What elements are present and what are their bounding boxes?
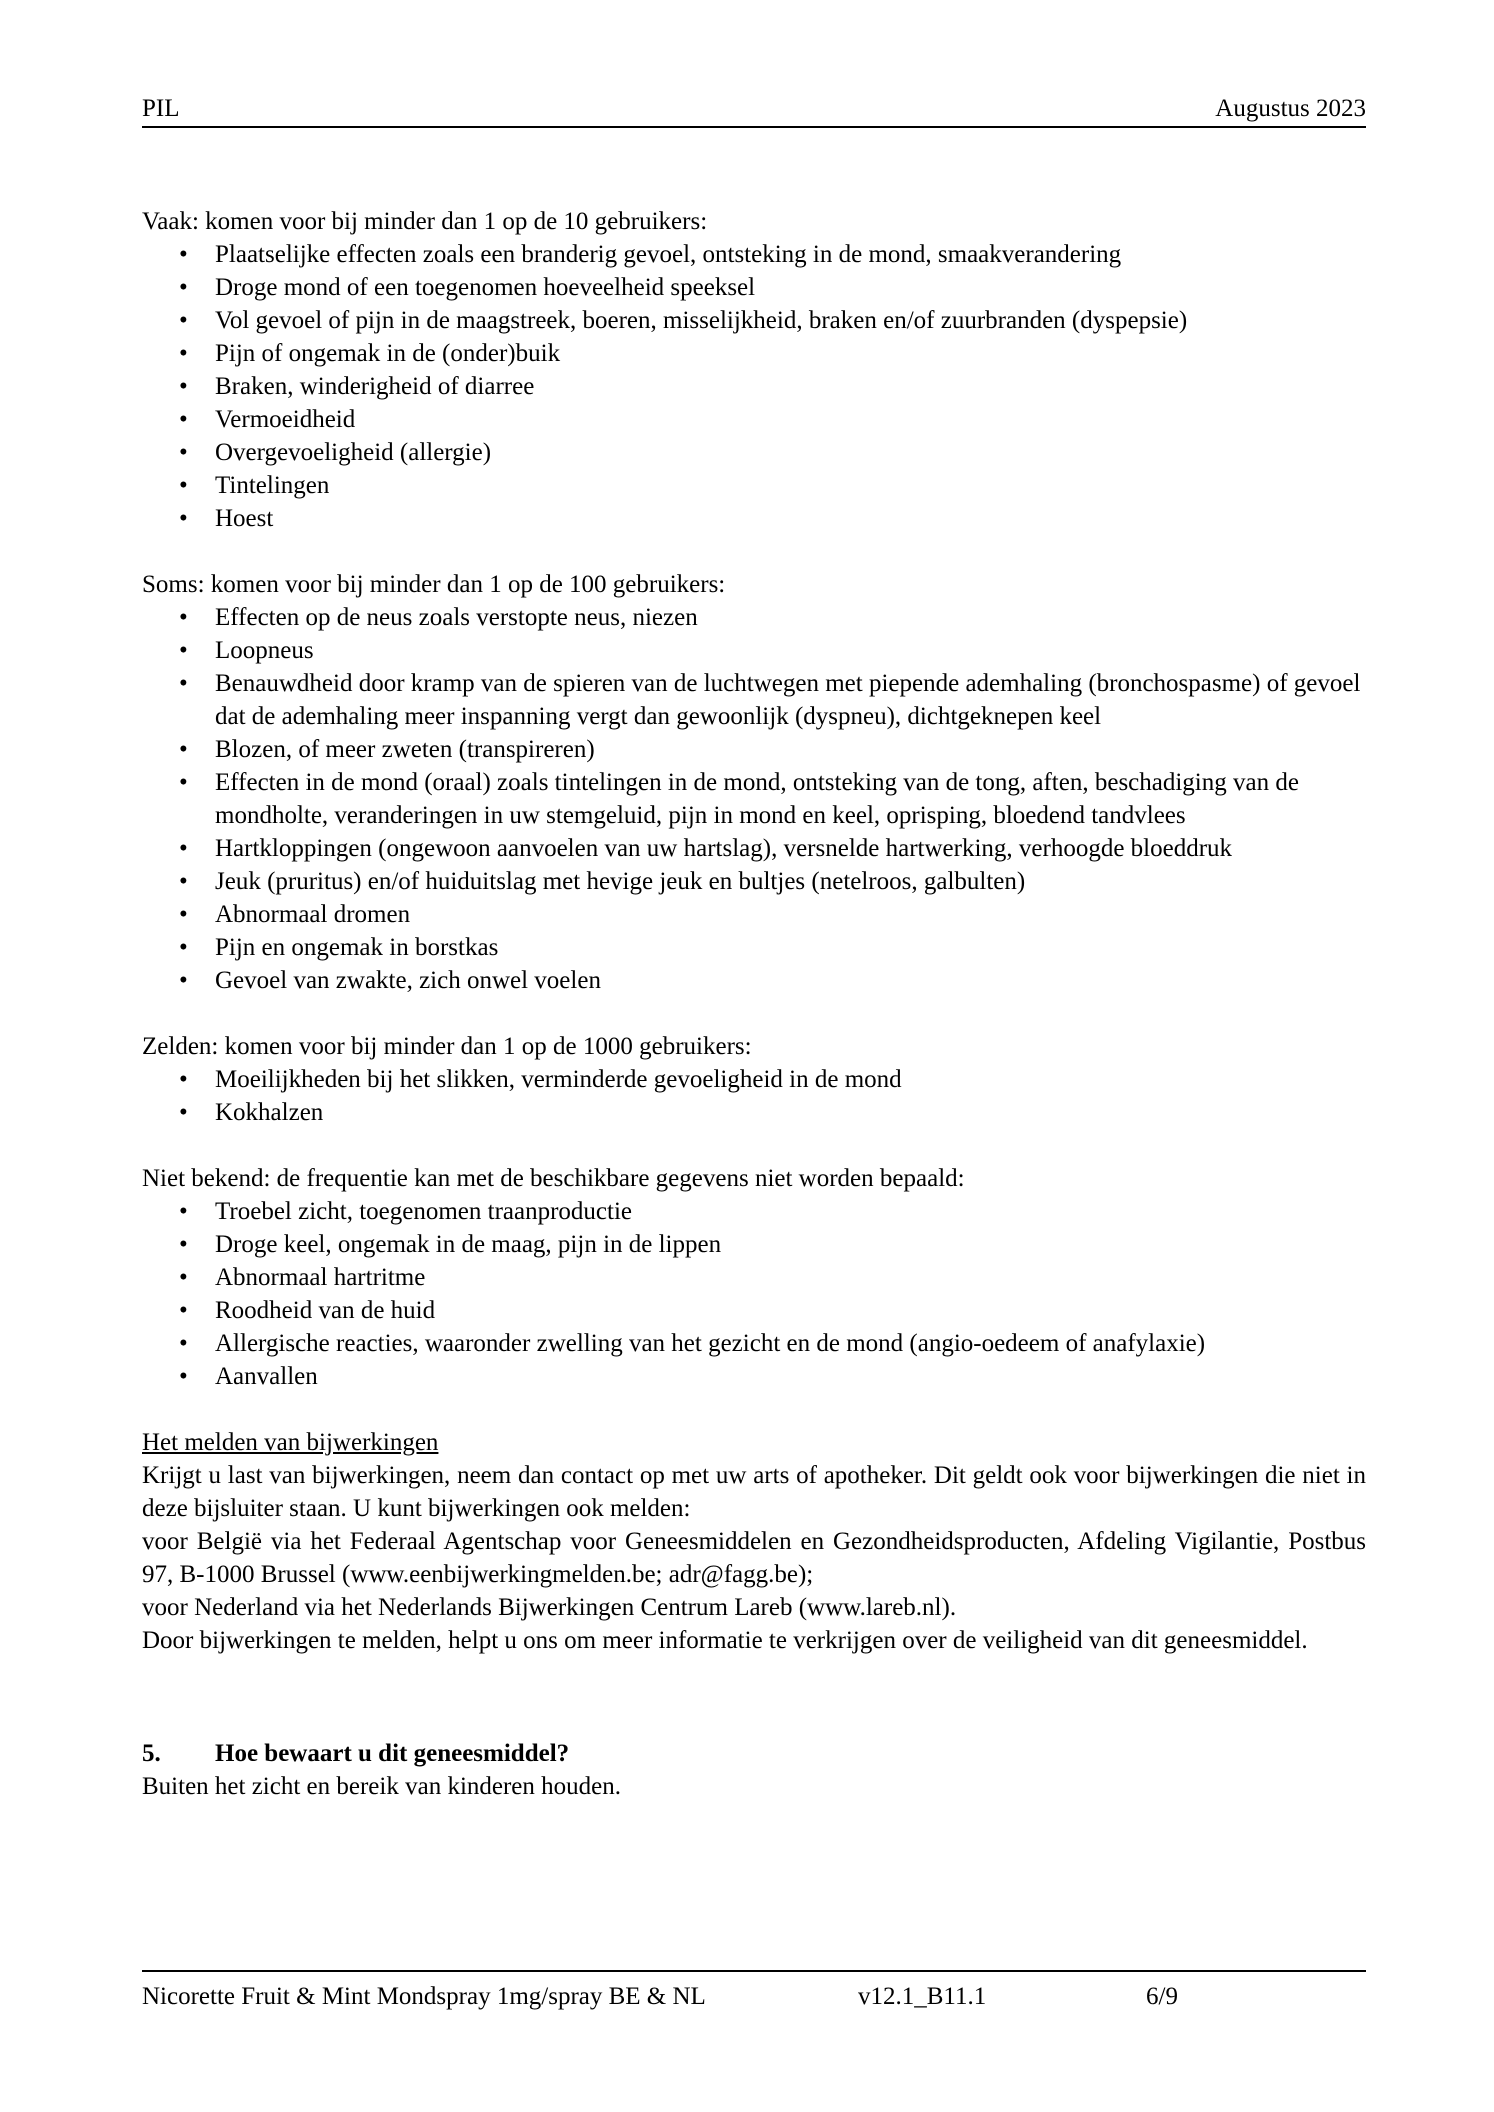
list-item-text: Braken, winderigheid of diarree — [215, 373, 535, 400]
list-item — [142, 1228, 1366, 1261]
side-effect-sections — [142, 205, 1366, 1393]
bullet-icon: • — [179, 637, 188, 664]
footer-product: Nicorette Fruit & Mint Mondspray 1mg/spray BE & NL — [142, 1983, 706, 2010]
list-item — [142, 1360, 1366, 1393]
footer-page-number: 6/9 — [1146, 1983, 1178, 2010]
bullet-icon: • — [179, 439, 188, 466]
side-effect-list — [142, 1195, 1366, 1393]
bullet-icon: • — [179, 1297, 188, 1324]
section-5-text: Buiten het zicht en bereik van kinderen houden. — [142, 1773, 622, 1800]
bullet-icon: • — [179, 769, 188, 796]
list-item — [142, 304, 1366, 337]
bullet-icon: • — [179, 901, 188, 928]
page-content — [142, 205, 1366, 1803]
list-item — [142, 502, 1366, 535]
list-item — [142, 766, 1366, 832]
list-item — [142, 1327, 1366, 1360]
header-date: Augustus 2023 — [1215, 95, 1366, 122]
bullet-icon: • — [179, 274, 188, 301]
reporting-block — [142, 1426, 1366, 1657]
list-item — [142, 403, 1366, 436]
list-item — [142, 271, 1366, 304]
bullet-icon: • — [179, 934, 188, 961]
list-item-text: Tintelingen — [215, 472, 330, 499]
list-item-text: Pijn of ongemak in de (onder)buik — [215, 340, 561, 367]
bullet-icon: • — [179, 472, 188, 499]
list-item — [142, 832, 1366, 865]
list-item — [142, 1195, 1366, 1228]
list-item-text: Gevoel van zwakte, zich onwel voelen — [215, 967, 601, 994]
list-item-text: Aanvallen — [215, 1363, 318, 1390]
list-item-text: Loopneus — [215, 637, 314, 664]
list-item-text: Plaatselijke effecten zoals een branderig gevoel, ontsteking in de mond, smaakverandering — [215, 241, 1122, 268]
frequency-intro: Vaak: komen voor bij minder dan 1 op de 10 gebruikers: — [142, 208, 708, 235]
list-item-text: Hartkloppingen (ongewoon aanvoelen van uw hartslag), versnelde hartwerking, verhoogde bloeddruk — [215, 835, 1233, 862]
page-header — [142, 92, 1366, 128]
list-item-text: Abnormaal dromen — [215, 901, 411, 928]
list-item-text: Hoest — [215, 505, 274, 532]
side-effect-list — [142, 1063, 1366, 1129]
list-item — [142, 337, 1366, 370]
frequency-intro: Soms: komen voor bij minder dan 1 op de 100 gebruikers: — [142, 571, 726, 598]
section-5-number: 5. — [142, 1740, 161, 1767]
list-item — [142, 1261, 1366, 1294]
list-item — [142, 1096, 1366, 1129]
bullet-icon: • — [179, 967, 188, 994]
list-item-text: Blozen, of meer zweten (transpireren) — [215, 736, 595, 763]
list-item-text: Moeilijkheden bij het slikken, verminderde gevoeligheid in de mond — [215, 1066, 902, 1093]
list-item — [142, 898, 1366, 931]
list-item — [142, 865, 1366, 898]
list-item-text: Pijn en ongemak in borstkas — [215, 934, 499, 961]
bullet-icon: • — [179, 241, 188, 268]
bullet-icon: • — [179, 1231, 188, 1258]
list-item-text: Benauwdheid door kramp van de spieren van de luchtwegen met piepende ademhaling (bronchospasme) of gevoel dat de ademhaling meer inspanning vergt dan gewoonlijk (dyspneu), dichtgeknepen keel — [215, 670, 1361, 730]
list-item — [142, 931, 1366, 964]
page-footer — [142, 1970, 1366, 2012]
bullet-icon: • — [179, 505, 188, 532]
list-item-text: Troebel zicht, toegenomen traanproductie — [215, 1198, 632, 1225]
list-item-text: Kokhalzen — [215, 1099, 324, 1126]
list-item-text: Droge keel, ongemak in de maag, pijn in de lippen — [215, 1231, 722, 1258]
list-item — [142, 601, 1366, 634]
list-item-text: Vol gevoel of pijn in de maagstreek, boeren, misselijkheid, braken en/of zuurbranden (dyspepsie) — [215, 307, 1188, 334]
list-item — [142, 436, 1366, 469]
bullet-icon: • — [179, 670, 188, 697]
bullet-icon: • — [179, 1066, 188, 1093]
bullet-icon: • — [179, 340, 188, 367]
header-doc-type: PIL — [142, 95, 180, 122]
list-item — [142, 733, 1366, 766]
bullet-icon: • — [179, 835, 188, 862]
bullet-icon: • — [179, 1330, 188, 1357]
list-item-text: Jeuk (pruritus) en/of huiduitslag met hevige jeuk en bultjes (netelroos, galbulten) — [215, 868, 1026, 895]
list-item-text: Droge mond of een toegenomen hoeveelheid speeksel — [215, 274, 756, 301]
list-item-text: Overgevoeligheid (allergie) — [215, 439, 492, 466]
bullet-icon: • — [179, 406, 188, 433]
list-item-text: Effecten op de neus zoals verstopte neus, niezen — [215, 604, 698, 631]
bullet-icon: • — [179, 1099, 188, 1126]
frequency-intro: Niet bekend: de frequentie kan met de beschikbare gegevens niet worden bepaald: — [142, 1165, 965, 1192]
frequency-section — [142, 205, 1366, 535]
frequency-section — [142, 568, 1366, 997]
side-effect-list — [142, 601, 1366, 997]
frequency-section — [142, 1030, 1366, 1129]
bullet-icon: • — [179, 736, 188, 763]
bullet-icon: • — [179, 1363, 188, 1390]
reporting-paragraph-1: Krijgt u last van bijwerkingen, neem dan contact op met uw arts of apotheker. Dit geldt ook voor bijwerkingen die niet in deze bijsluiter staan. U kunt bijwerkingen ook melden: — [142, 1462, 1366, 1522]
bullet-icon: • — [179, 307, 188, 334]
bullet-icon: • — [179, 1198, 188, 1225]
list-item — [142, 238, 1366, 271]
bullet-icon: • — [179, 604, 188, 631]
bullet-icon: • — [179, 373, 188, 400]
list-item — [142, 964, 1366, 997]
section-5-title: Hoe bewaart u dit geneesmiddel? — [215, 1740, 570, 1767]
frequency-section — [142, 1162, 1366, 1393]
list-item-text: Roodheid van de huid — [215, 1297, 436, 1324]
footer-version: v12.1_B11.1 — [858, 1983, 987, 2010]
reporting-paragraph-netherlands: voor Nederland via het Nederlands Bijwerkingen Centrum Lareb (www.lareb.nl). — [142, 1594, 957, 1621]
side-effect-list — [142, 238, 1366, 535]
list-item-text: Effecten in de mond (oraal) zoals tintelingen in de mond, ontsteking van de tong, aften, beschadiging van de mondholte, veranderingen in uw stemgeluid, pijn in mond en keel, oprisping, bloedend tandvlees — [215, 769, 1299, 829]
section-5-heading — [142, 1737, 1366, 1770]
list-item — [142, 469, 1366, 502]
bullet-icon: • — [179, 868, 188, 895]
reporting-heading: Het melden van bijwerkingen — [142, 1429, 439, 1456]
reporting-paragraph-benefit: Door bijwerkingen te melden, helpt u ons om meer informatie te verkrijgen over de veiligheid van dit geneesmiddel. — [142, 1627, 1308, 1654]
list-item — [142, 370, 1366, 403]
list-item — [142, 1063, 1366, 1096]
list-item — [142, 634, 1366, 667]
list-item-text: Vermoeidheid — [215, 406, 356, 433]
bullet-icon: • — [179, 1264, 188, 1291]
list-item — [142, 1294, 1366, 1327]
list-item-text: Allergische reacties, waaronder zwelling van het gezicht en de mond (angio-oedeem of anafylaxie) — [215, 1330, 1206, 1357]
list-item-text: Abnormaal hartritme — [215, 1264, 426, 1291]
frequency-intro: Zelden: komen voor bij minder dan 1 op de 1000 gebruikers: — [142, 1033, 752, 1060]
reporting-paragraph-belgium: voor België via het Federaal Agentschap voor Geneesmiddelen en Gezondheidsproducten, Afdeling Vigilantie, Postbus 97, B-1000 Brussel (www.eenbijwerkingmelden.be; adr@fagg.be); — [142, 1528, 1366, 1588]
list-item — [142, 667, 1366, 733]
